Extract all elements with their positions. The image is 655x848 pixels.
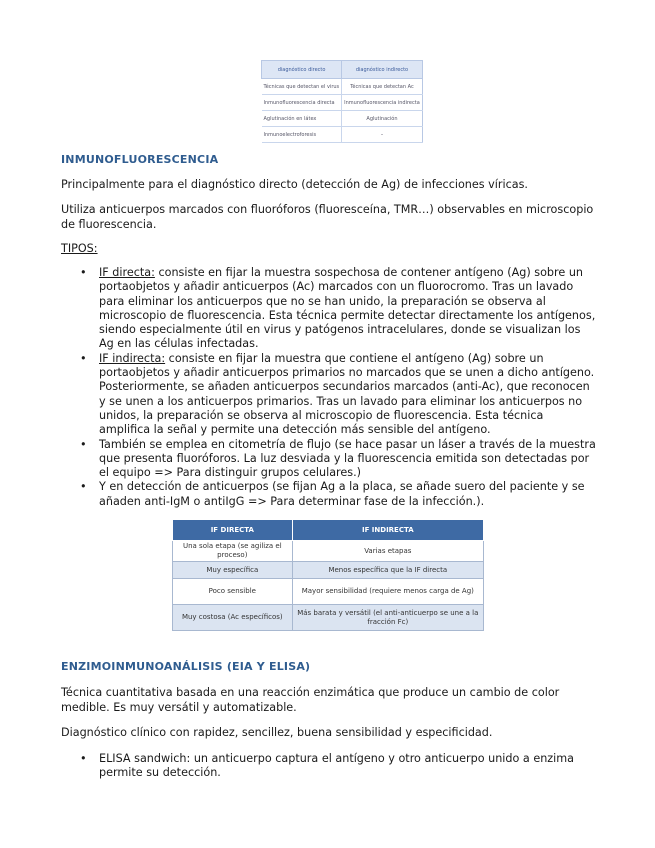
list-item <box>61 266 596 352</box>
item-text: consiste en fijar la muestra que contiene el antígeno (Ag) sobre un portaobjetos y añadir anticuerpos primarios no marcados que se unen a dicho antígeno. Posteriormente, se añaden anticuerpos secundarios marcados (anti-Ac), que reconocen y se unen a los anticuerpos primarios. Tras un lavado para eliminar los anticuerpos no unidos, la preparación se observa al microscopio de fluorescencia. Esta técnica amplifica la señal y permite una detección más sensible del antígeno. <box>99 351 595 437</box>
table-cell: Una sola etapa (se agiliza el proceso) <box>173 541 293 562</box>
bullet-icon: • <box>80 266 87 279</box>
item-text: Y en detección de anticuerpos (se fijan Ag a la placa, se añade suero del paciente y se añaden anti-IgM o antiIgG => Para determinar fase de la infección.). <box>99 480 585 508</box>
section-heading-enzimoinmunoanalisis: ENZIMOINMUNOANÁLISIS (EIA Y ELISA) <box>61 660 311 673</box>
table-cell: Menos específica que la IF directa <box>292 562 483 579</box>
table-header-row <box>262 61 423 79</box>
table-header-cell: IF DIRECTA <box>173 520 293 541</box>
table-row <box>173 579 484 605</box>
table-cell: Inmunoelectroforesis <box>262 127 342 143</box>
table-header-cell: diagnóstico indirecto <box>342 61 423 79</box>
tipos-list <box>61 266 596 509</box>
table-cell: Inmunofluorescencia indirecta <box>342 95 423 111</box>
table-row <box>262 79 423 95</box>
table-cell: Aglutinación en látex <box>262 111 342 127</box>
term: IF indirecta: <box>99 351 166 365</box>
paragraph: Diagnóstico clínico con rapidez, sencillez, buena sensibilidad y especificidad. <box>61 726 493 739</box>
bullet-icon: • <box>80 480 87 494</box>
table-cell: Técnicas que detectan Ac <box>342 79 423 95</box>
table-cell: Inmunofluorescencia directa <box>262 95 342 111</box>
table-row <box>262 127 423 143</box>
list-item <box>61 752 596 781</box>
table-cell: Poco sensible <box>173 579 293 605</box>
table-cell: Muy específica <box>173 562 293 579</box>
table-header-cell: IF INDIRECTA <box>292 520 483 541</box>
table-cell: Técnicas que detectan el virus <box>262 79 342 95</box>
if-comparison-table <box>172 519 484 631</box>
table-row <box>173 562 484 579</box>
table-cell: – <box>342 127 423 143</box>
item-text: consiste en fijar la muestra sospechosa de contener antígeno (Ag) sobre un portaobjetos y añadir anticuerpos (Ac) marcados con un fluorocromo. Tras un lavado para eliminar los anticuerpos que no se han unido, la preparación se observa al microscopio de fluorescencia. Esta técnica permite detectar directamente los antígenos, siendo especialmente útil en virus y patógenos intracelulares, donde se visualizan los Ag en las células infectadas. <box>99 266 596 351</box>
bullet-icon: • <box>80 437 87 451</box>
table-cell: Muy costosa (Ac específicos) <box>173 605 293 631</box>
item-text: ELISA sandwich: un anticuerpo captura el antígeno y otro anticuerpo unido a enzima permite su detección. <box>99 752 575 780</box>
table-row <box>173 605 484 631</box>
table-cell: Más barata y versátil (el anti-anticuerpo se une a la fracción Fc) <box>292 605 483 631</box>
table-row <box>262 111 423 127</box>
tipos-label: TIPOS: <box>61 242 98 255</box>
elisa-list <box>61 752 596 781</box>
bullet-icon: • <box>80 752 87 765</box>
table-header-row <box>173 520 484 541</box>
paragraph: Principalmente para el diagnóstico directo (detección de Ag) de infecciones víricas. <box>61 178 528 191</box>
paragraph: Utiliza anticuerpos marcados con fluoróforos (fluoresceína, TMR…) observables en microscopio de fluorescencia. <box>61 203 594 231</box>
section-heading-inmunofluorescencia: INMUNOFLUORESCENCIA <box>61 153 219 166</box>
table-row <box>173 541 484 562</box>
item-text: También se emplea en citometría de flujo (se hace pasar un láser a través de la muestra que presenta fluoróforos. La luz desviada y la fluorescencia emitida son detectadas por el equipo => Para distinguir grupos celulares.) <box>99 437 596 480</box>
list-item <box>61 438 596 481</box>
table-cell: Varias etapas <box>292 541 483 562</box>
list-item <box>61 352 596 438</box>
table-row <box>262 95 423 111</box>
table-cell: Aglutinación <box>342 111 423 127</box>
diagnosis-methods-table <box>261 60 423 143</box>
table-cell: Mayor sensibilidad (requiere menos carga de Ag) <box>292 579 483 605</box>
term: IF directa: <box>99 266 155 279</box>
table-header-cell: diagnóstico directo <box>262 61 342 79</box>
paragraph: Técnica cuantitativa basada en una reacción enzimática que produce un cambio de color medible. Es muy versátil y automatizable. <box>61 686 560 714</box>
list-item <box>61 480 596 509</box>
bullet-icon: • <box>80 351 87 365</box>
